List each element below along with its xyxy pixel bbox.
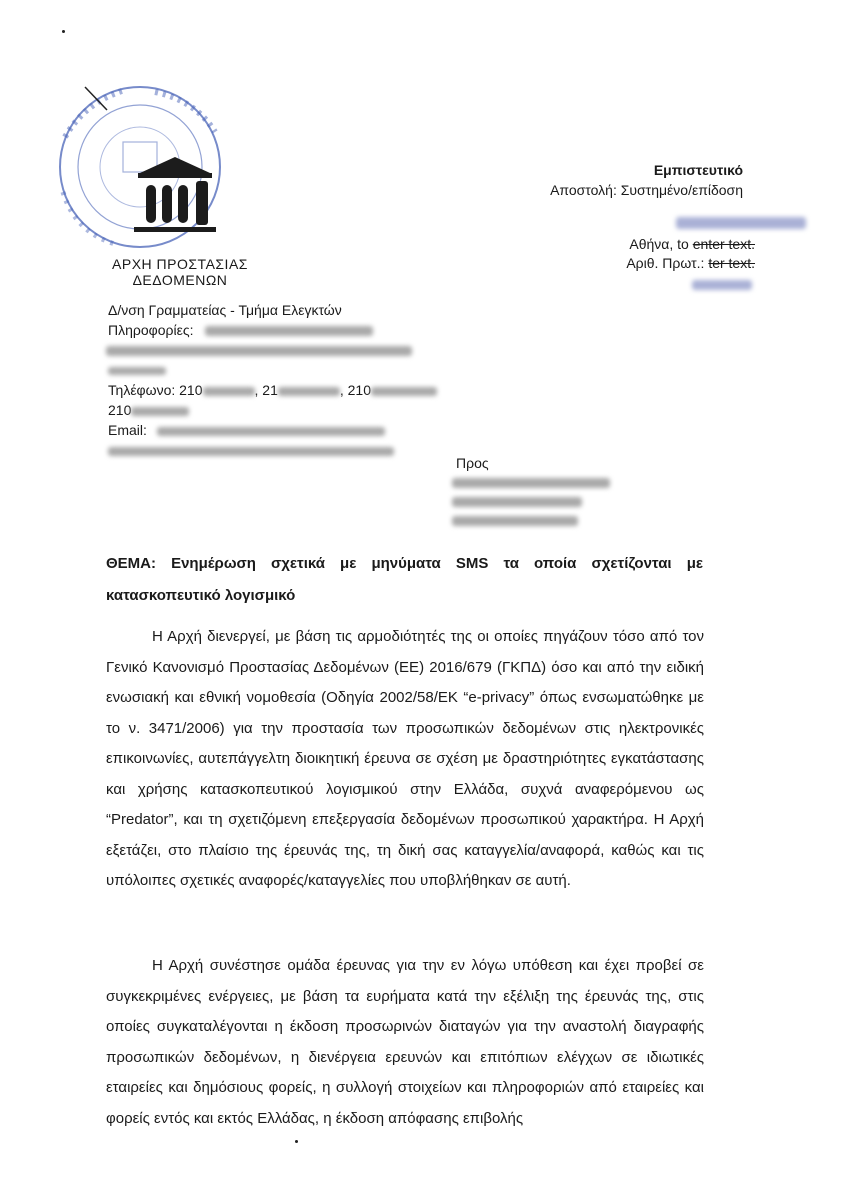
organization-name-line1: ΑΡΧΗ ΠΡΟΣΤΑΣΙΑΣ <box>112 256 248 272</box>
recipient-label: Προς <box>456 455 489 471</box>
scan-speck <box>62 30 65 33</box>
redaction <box>108 367 166 375</box>
info-redacted-line-2 <box>108 360 458 380</box>
date-label: Αθήνα, to <box>629 236 693 252</box>
info-redacted-line <box>108 340 458 360</box>
email-label: Email: <box>108 422 147 438</box>
phone-line2: 210 <box>108 402 132 418</box>
redaction <box>371 387 437 396</box>
redaction <box>203 387 255 396</box>
email-row <box>108 420 458 440</box>
recipient-block <box>456 455 489 471</box>
redaction <box>108 447 394 456</box>
organization-name <box>100 256 260 288</box>
department: Δ/νση Γραμματείας - Τμήμα Ελεγκτών <box>108 302 342 318</box>
redaction <box>452 478 610 488</box>
protocol-label: Αριθ. Πρωτ.: <box>626 255 709 271</box>
redaction <box>452 497 582 507</box>
body-paragraph: Η Αρχή διενεργεί, με βάση τις αρμοδιότητές της οι οποίες πηγάζουν τόσο από τον Γενικό Κανονισμό Προστασίας Δεδομένων (ΕΕ) 2016/679 (ΓΚΠΔ) όσο και από την ειδική ενωσιακή και εθνική νομοθεσία (Οδηγία 2002/58/ΕΚ “e-privacy” όπως ενσωματώθηκε με το ν. 3471/2006) για την προστασία των προσωπικών δεδομένων στις ηλεκτρονικές επικοινωνίες, αυτεπάγγελτη διοικητική έρευνα σε σχέση με δραστηριότητες εγκατάστασης και χρήσης κατασκοπευτικού λογισμικού στην Ελλάδα, συχνά αναφερόμενου ως “Predator”, και τη σχετιζόμενη επεξεργασία δεδομένων προσωπικού χαρακτήρα. Η Αρχή εξετάζει, στο πλαίσιο της έρευνάς της, τη δική σας καταγγελία/αναφορά, καθώς και τις υπόλοιπες σχετικές αναφορές/καταγγελίες που υποβλήθηκαν σε αυτή. <box>106 628 704 889</box>
protocol-placeholder: ter text. <box>708 255 755 271</box>
date-line <box>626 235 755 254</box>
phone-sep2: , 210 <box>339 382 371 398</box>
info-label: Πληροφορίες: <box>108 322 194 338</box>
delivery-method: Αποστολή: Συστημένο/επίδοση <box>550 182 743 198</box>
info-row <box>108 320 458 340</box>
phone-row-2 <box>108 400 458 420</box>
redaction <box>676 217 806 229</box>
redacted-recipient-ref <box>676 214 806 232</box>
redaction <box>106 346 412 356</box>
phone-sep1: , 21 <box>254 382 278 398</box>
redaction <box>692 280 752 290</box>
contact-block <box>108 300 458 460</box>
phone-label: Τηλέφωνο: 210 <box>108 382 203 398</box>
scan-speck <box>295 1140 298 1143</box>
confidential-label: Εμπιστευτικό <box>653 162 743 178</box>
redacted-protocol <box>692 276 752 294</box>
organization-name-line2: ΔΕΔΟΜΕΝΩΝ <box>132 272 228 288</box>
confidentiality-block <box>550 160 743 200</box>
redaction <box>205 326 373 336</box>
redaction <box>278 387 340 396</box>
phone-row <box>108 380 458 400</box>
body-paragraph: Η Αρχή συνέστησε ομάδα έρευνας για την εν λόγω υπόθεση και έχει προβεί σε συγκεκριμένες ενέργειες, με βάση τα ευρήματα κατά την εξέλιξη της έρευνάς της, στις οποίες συγκαταλέγονται η έκδοση προσωρινών διαταγών για την αναστολή διαγραφής προσωπικών δεδομένων, η διενέργεια ερευνών και επιτόπιων ελέγχων σε ιδιωτικές εταιρείες και δημόσιους φορείς, η συλλογή στοιχείων και πληροφοριών από εταιρείες και φορείς εντός και εκτός Ελλάδας, η έκδοση απόφασης επιβολής <box>106 957 704 1127</box>
redaction <box>452 516 578 526</box>
redaction <box>131 407 189 416</box>
redacted-recipient <box>452 478 610 526</box>
protocol-line <box>626 254 755 273</box>
letter-subject: ΘΕΜΑ: Ενημέρωση σχετικά με μηνύματα SMS τα οποία σχετίζονται με κατασκοπευτικό λογισμικό <box>106 555 703 604</box>
email-redacted-line <box>108 440 458 460</box>
redaction <box>157 427 385 436</box>
date-placeholder: enter text. <box>692 236 755 252</box>
date-protocol-block <box>626 235 755 273</box>
authority-logo-icon <box>130 155 220 235</box>
